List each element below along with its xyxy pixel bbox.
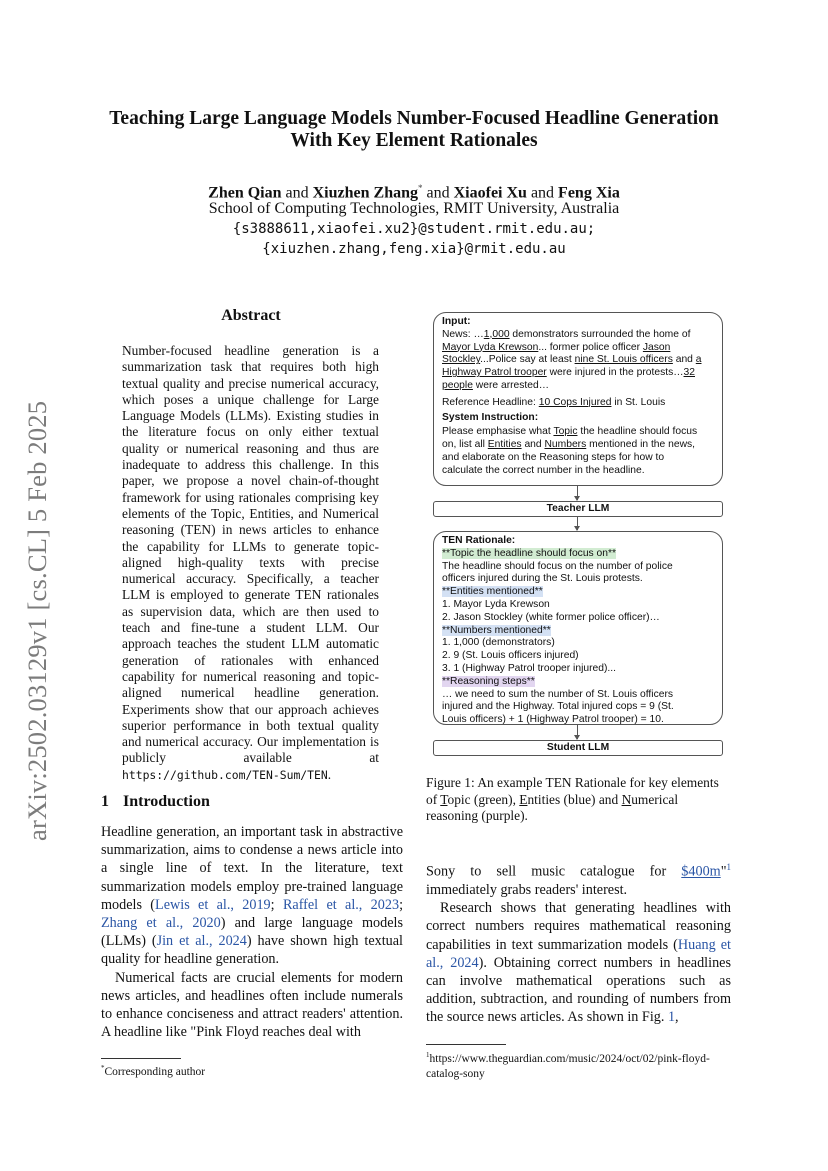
- abstract-heading: Abstract: [221, 307, 281, 324]
- news-line: [442, 342, 714, 355]
- repository-link[interactable]: https://github.com/TEN-Sum/TEN: [122, 767, 328, 782]
- entity-highlight: **Entities mentioned**: [442, 586, 543, 598]
- citation-link[interactable]: Huang et al., 2024: [426, 936, 731, 971]
- footnote-link[interactable]: https://www.theguardian.com/music/2024/oct/02/pink-floyd-catalog-sony: [426, 1052, 710, 1080]
- text-run: ). Obtaining correct numbers in headlines can involve mathematical operations such as addition, subtraction, and rounding of numbers from the source news articles. As shown in Fig.: [426, 954, 731, 1026]
- entities-tag: [442, 586, 714, 599]
- citation-link[interactable]: Zhang et al., 2020: [101, 915, 221, 932]
- text-run: the headline should focus: [577, 426, 698, 438]
- underlined-number: 1,000: [483, 328, 510, 340]
- footnote-mark: 1: [426, 1051, 430, 1059]
- underlined-number: nine St. Louis officers: [574, 354, 673, 366]
- instruction-line: [442, 426, 714, 439]
- instruction-line: [442, 439, 714, 452]
- news-line: [442, 329, 714, 342]
- text-run: ) and large language models (LLMs) (: [101, 915, 403, 950]
- underlined-number: a: [695, 354, 702, 366]
- title-line-2: With Key Element Rationales: [290, 130, 538, 151]
- rationale-line: 2. 9 (St. Louis officers injured): [442, 650, 579, 662]
- text-run: Headline generation, an important task in abstractive summarization, aims to condense a news article into a single line of text. In the literature, text summarization models employ pre-trained language models (: [101, 824, 403, 913]
- author-name: Xiaofei Xu: [453, 184, 527, 202]
- news-line: [442, 367, 714, 380]
- number-highlight: **Numbers mentioned**: [442, 624, 551, 636]
- title-line-1: Teaching Large Language Models Number-Focused Headline Generation: [109, 108, 719, 129]
- topic-tag: [442, 548, 714, 561]
- author-name: Xiuzhen Zhang: [312, 184, 418, 202]
- student-llm-box: Student LLM: [433, 740, 723, 756]
- rationale-line: officers injured during the St. Louis protests.: [442, 573, 643, 585]
- abstract-end: .: [327, 766, 332, 782]
- arrow-down-icon: [577, 517, 578, 530]
- text-run: Please emphasise what: [442, 426, 554, 438]
- email-line: {s3888611,xiaofei.xu2}@student.rmit.edu.au;: [232, 221, 596, 237]
- author-separator: and: [281, 184, 313, 202]
- text-run: Research shows that generating headlines with correct numbers requires mathematical reasoning capabilities in text summarization models (: [426, 900, 731, 953]
- author-separator: and: [526, 184, 559, 202]
- rationale-line: injured and the Highway. Total injured cops = 9 (St.: [442, 701, 674, 713]
- text-run: were arrested…: [472, 379, 550, 391]
- reasoning-highlight: **Reasoning steps**: [442, 675, 535, 687]
- paragraph: Numerical facts are crucial elements for modern news articles, and headlines often include numerals to enhance conciseness and attract readers' attention. A headline like "Pink Floyd reaches deal with: [101, 969, 403, 1041]
- text-run: ;: [270, 896, 283, 913]
- instruction-line: and elaborate on the Reasoning steps for how to: [442, 451, 665, 463]
- underlined-letter: E: [519, 791, 528, 807]
- numbers-tag: [442, 625, 714, 638]
- footnote-mark: *: [101, 1064, 105, 1072]
- text-run: News: …: [442, 328, 484, 340]
- author-name: Zhen Qian: [208, 184, 282, 202]
- text-run: opic (green),: [447, 791, 520, 807]
- arrow-down-icon: [577, 486, 578, 500]
- underlined-term: Numbers: [544, 439, 587, 451]
- underlined-headline: 10 Cops Injured: [538, 396, 612, 408]
- underlined-number: people: [442, 379, 473, 391]
- text-run: Sony to sell music catalogue for: [426, 863, 682, 880]
- rationale-line: 3. 1 (Highway Patrol trooper injured)...: [442, 662, 616, 674]
- text-run: ... former police officer: [538, 341, 643, 353]
- text-run: ,: [675, 1009, 679, 1026]
- input-label: Input:: [442, 316, 471, 327]
- instruction-line: calculate the correct number in the headline.: [442, 464, 645, 476]
- underlined-letter: N: [621, 791, 632, 807]
- teacher-llm-box: Teacher LLM: [433, 501, 723, 517]
- paragraph: [426, 858, 731, 899]
- system-instruction-label: System Instruction:: [442, 411, 539, 423]
- rationale-line: … we need to sum the number of St. Louis officers: [442, 688, 674, 700]
- text-run: Figure 1: An example TEN Rationale for key elements of: [426, 775, 719, 807]
- text-run: ...Police say at least: [480, 354, 575, 366]
- rationale-line: The headline should focus on the number of police: [442, 560, 673, 572]
- section-title: Introduction: [123, 793, 210, 810]
- footnote-rule: [426, 1044, 506, 1045]
- text-run: demonstrators surrounded the home of: [509, 328, 691, 340]
- author-separator: and: [422, 184, 454, 202]
- citation-link[interactable]: Jin et al., 2024: [156, 933, 247, 950]
- footnote-url: [426, 1048, 731, 1082]
- section-number: 1: [101, 793, 109, 810]
- text-run: immediately grabs readers' interest.: [426, 881, 628, 898]
- introduction-body: [101, 823, 403, 1041]
- arxiv-identifier: arXiv:2502.03129v1 [cs.CL] 5 Feb 2025: [22, 400, 52, 841]
- text-run: in St. Louis: [611, 396, 666, 408]
- abstract-text: Number-focused headline generation is a summarization task that requires both high textual quality and precise numerical accuracy, which poses a unique challenge for Large Language Models (LLMs). Existing studies in the literature focus on only either textual quality or numerical reasoning and thus are inadequate to address this challenge. In this paper, we propose a novel chain-of-thought framework for using rationales comprising key elements of the Topic, Entities, and Numerical reasoning (TEN) in news articles to enhance the capability for LLMs to generate topic-aligned high-quality texts with precise numerical accuracy. Specifically, a teacher LLM is employed to generate TEN rationales as supervision data, which are then used to teach and fine-tune a student LLM. Our approach teaches the student LLM automatic generation of rationales with enhanced capability for numerical reasoning and topic-aligned numerical headline generation. Experiments show that our approach achieves superior performance in both textual quality and numerical accuracy. Our implementation is publicly available at: [122, 343, 379, 766]
- section-heading-introduction: [101, 793, 210, 811]
- text-run: on, list all: [442, 439, 488, 451]
- email-line: {xiuzhen.zhang,feng.xia}@rmit.edu.au: [262, 241, 566, 257]
- rationale-line: 2. Jason Stockley (white former police officer)…: [442, 611, 660, 623]
- corresponding-mark: *: [418, 183, 423, 193]
- affiliation: School of Computing Technologies, RMIT University, Australia: [208, 200, 620, 217]
- text-run: and: [672, 354, 696, 366]
- news-line: [442, 354, 714, 367]
- underlined-letter: T: [440, 791, 448, 807]
- price-link[interactable]: $400m: [681, 863, 721, 880]
- underlined-entity: Mayor Lyda Krewson: [442, 341, 539, 353]
- underlined-entity: Highway Patrol trooper: [442, 367, 547, 379]
- text-run: were injured in the protests…: [546, 367, 684, 379]
- text-run: mentioned in the news,: [586, 439, 696, 451]
- figure-ref-link[interactable]: 1: [667, 1009, 676, 1026]
- footnote-text: Corresponding author: [104, 1065, 206, 1078]
- paragraph: [426, 899, 731, 1026]
- rationale-line: Louis officers) + 1 (Highway Patrol trooper) = 10.: [442, 714, 664, 726]
- news-line: [442, 380, 714, 393]
- text-run: ;: [399, 896, 404, 913]
- rationale-line: 1. 1,000 (demonstrators): [442, 637, 555, 649]
- input-box: [433, 312, 723, 486]
- reference-headline: [442, 397, 714, 410]
- underlined-number: 32: [683, 367, 695, 379]
- text-run: ) have shown high textual quality for headline generation.: [101, 933, 403, 968]
- rationale-line: 1. Mayor Lyda Krewson: [442, 598, 550, 610]
- rationale-label: TEN Rationale:: [442, 535, 516, 546]
- underlined-entity: Stockley: [442, 354, 481, 366]
- citation-link[interactable]: Raffel et al., 2023: [282, 896, 400, 913]
- ten-rationale-box: [433, 531, 723, 725]
- footnote-corresponding: [101, 1064, 205, 1078]
- abstract-body: [122, 343, 379, 783]
- right-column-body: [426, 858, 731, 1027]
- reasoning-tag: [442, 676, 714, 689]
- paragraph: [101, 823, 403, 969]
- text-run: umerical reasoning (purple).: [426, 791, 679, 823]
- text-run: ntities (blue) and: [527, 791, 622, 807]
- paper-title: [80, 108, 748, 152]
- footnote-rule: [101, 1058, 181, 1059]
- text-run: and: [521, 439, 545, 451]
- text-run: Reference Headline:: [442, 396, 539, 408]
- topic-highlight: **Topic the headline should focus on**: [442, 547, 617, 559]
- figure-caption: [426, 775, 731, 825]
- author-name: Feng Xia: [558, 184, 620, 202]
- citation-link[interactable]: Lewis et al., 2019: [155, 896, 271, 913]
- text-run: ": [720, 863, 727, 880]
- arrow-down-icon: [577, 725, 578, 739]
- underlined-entity: Jason: [642, 341, 671, 353]
- underlined-term: Entities: [487, 439, 522, 451]
- footnote-ref[interactable]: 1: [726, 862, 731, 872]
- underlined-term: Topic: [553, 426, 578, 438]
